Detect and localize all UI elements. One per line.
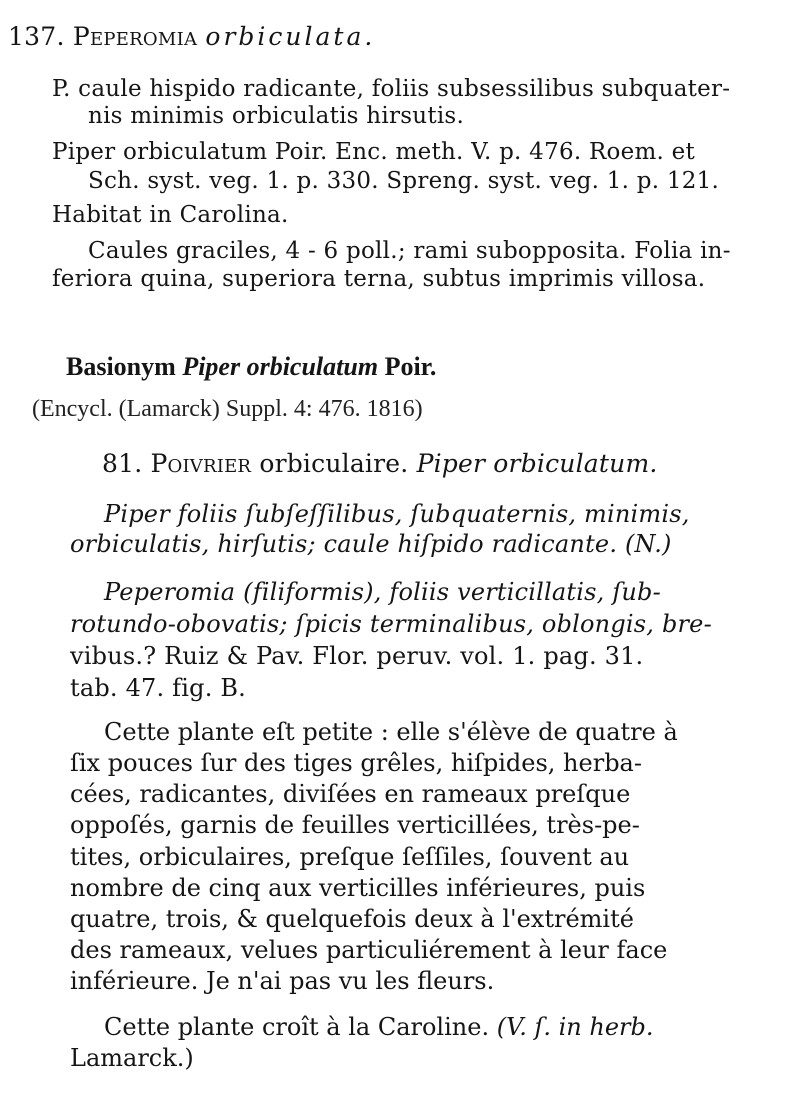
diagnosis-line: Piper foliis ſubſeſſilibus, ſubquaternis, minimis, <box>104 500 690 528</box>
herbarium-line: Lamarck.) <box>70 1044 194 1072</box>
description-line: des rameaux, velues particuliérement à leur face <box>70 936 668 964</box>
specimen-note: (V. ſ. in herb. <box>496 1013 654 1041</box>
description-line: tites, orbiculaires, preſque ſeſſiles, ſouvent au <box>70 843 630 871</box>
locality-text: Cette plante croît à la Caroline. <box>104 1013 490 1041</box>
genus-name: Peperomia <box>72 22 198 51</box>
latin-name: Piper orbiculatum. <box>416 449 658 478</box>
synonym-line: Sch. syst. veg. 1. p. 330. Spreng. syst. veg. 1. p. 121. <box>88 168 720 194</box>
habitat-line: Habitat in Carolina. <box>52 202 289 228</box>
species-number: 137. <box>8 22 65 51</box>
basionym-name: Piper orbiculatum <box>182 352 379 381</box>
basionym-citation: (Encycl. (Lamarck) Suppl. 4: 476. 1816) <box>32 396 423 422</box>
diagnosis-line: P. caule hispido radicante, foliis subsessilibus subquater- <box>52 76 731 102</box>
species-heading-81 <box>102 451 658 476</box>
description-line: inférieure. Je n'ai pas vu les fleurs. <box>70 967 495 995</box>
description-line: nombre de cinq aux verticilles inférieures, puis <box>70 874 646 902</box>
description-line: ſix pouces ſur des tiges grêles, hiſpides, herba- <box>70 749 642 777</box>
diagnosis-line: nis minimis orbiculatis hirsutis. <box>88 103 465 129</box>
synonym-line: tab. 47. fig. B. <box>70 674 247 702</box>
description-line: feriora quina, superiora terna, subtus imprimis villosa. <box>52 266 706 292</box>
diagnosis-line: orbiculatis, hirſutis; caule hiſpido radicante. (N.) <box>70 530 672 558</box>
synonym-line: Piper orbiculatum Poir. Enc. meth. V. p. 476. Roem. et <box>52 139 696 165</box>
description-line: oppoſés, garnis de feuilles verticillées, très-pe- <box>70 811 640 839</box>
basionym-line <box>66 354 436 380</box>
synonym-line: Peperomia (filiformis), foliis verticillatis, ſub- <box>104 578 661 606</box>
species-heading-137 <box>8 24 375 49</box>
species-epithet: orbiculata. <box>205 22 376 51</box>
basionym-author: Poir. <box>384 352 437 381</box>
basionym-prefix: Basionym <box>66 352 176 381</box>
synonym-line: rotundo-obovatis; ſpicis terminalibus, oblongis, bre- <box>70 610 712 638</box>
description-line: Cette plante eſt petite : elle s'élève de quatre à <box>104 718 678 746</box>
description-line: Caules graciles, 4 - 6 poll.; rami subopposita. Folia in- <box>88 238 731 264</box>
locality-line <box>104 1015 654 1039</box>
description-line: cées, radicantes, diviſées en rameaux preſque <box>70 780 631 808</box>
synonym-line: vibus.? Ruiz & Pav. Flor. peruv. vol. 1. pag. 31. <box>70 642 644 670</box>
common-genus-name: Poivrier <box>150 449 252 478</box>
common-epithet: orbiculaire. <box>259 449 409 478</box>
species-number: 81. <box>102 449 143 478</box>
description-line: quatre, trois, & quelquefois deux à l'extrémité <box>70 905 634 933</box>
